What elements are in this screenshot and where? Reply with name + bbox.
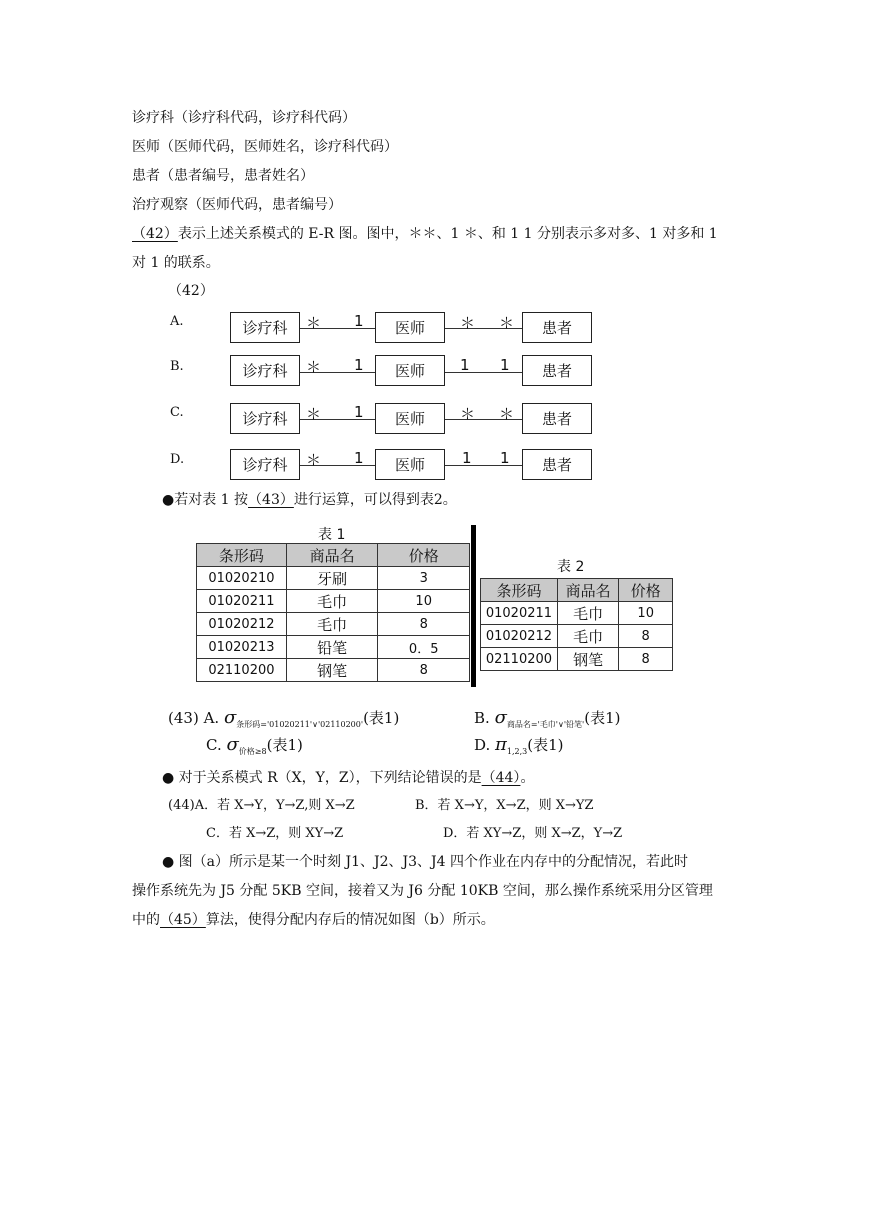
option-letter: B. xyxy=(170,359,184,374)
table1 xyxy=(196,543,470,682)
operator-subscript: 条形码='01020211'∨'02110200' xyxy=(236,720,364,729)
table-row xyxy=(197,659,470,682)
entity-doctor: 医师 xyxy=(375,355,445,386)
blank-43: （43） xyxy=(248,492,294,508)
table2-title: 表 2 xyxy=(557,559,585,575)
table-row xyxy=(197,613,470,636)
table1-title: 表 1 xyxy=(318,527,346,543)
table-cell: 02110200 xyxy=(197,659,287,682)
entity-patient: 患者 xyxy=(522,355,592,386)
table-row xyxy=(197,636,470,659)
column-header: 价格 xyxy=(619,579,673,602)
operator-subscript: 价格≥8 xyxy=(238,747,267,756)
option-letter: D. xyxy=(170,452,185,467)
option-43-b xyxy=(474,707,620,730)
table-cell: 毛巾 xyxy=(286,613,378,636)
cardinality-label: ＊ xyxy=(306,314,322,332)
column-header: 价格 xyxy=(378,544,470,567)
table-cell: 10 xyxy=(378,590,470,613)
operator-argument: (表1) xyxy=(363,709,400,727)
schema-line-dept: 诊疗科（诊疗科代码，诊疗科代码） xyxy=(132,110,356,126)
option-43-a xyxy=(168,707,399,730)
table-cell: 8 xyxy=(619,648,673,671)
option-44-d: D．若 XY→Z，则 X→Z，Y→Z xyxy=(443,826,623,841)
entity-doctor: 医师 xyxy=(375,403,445,434)
table-cell: 02110200 xyxy=(481,648,558,671)
table-cell: 3 xyxy=(378,567,470,590)
select-operator: σ xyxy=(494,707,507,728)
table-cell: 8 xyxy=(378,659,470,682)
cardinality-label: 1 xyxy=(354,449,364,467)
relationship-line xyxy=(445,372,522,373)
table-cell: 01020212 xyxy=(481,625,558,648)
question-42-text-cont: 对 1 的联系。 xyxy=(132,255,220,271)
question-43-label: (43) xyxy=(168,709,199,727)
table-cell: 钢笔 xyxy=(286,659,378,682)
table-cell: 0．5 xyxy=(378,636,470,659)
option-44-c: C．若 X→Z，则 XY→Z xyxy=(206,826,344,841)
option-letter: A. xyxy=(203,709,220,727)
entity-dept: 诊疗科 xyxy=(230,449,300,480)
blank-42: （42） xyxy=(132,226,178,242)
table-cell: 钢笔 xyxy=(557,648,619,671)
cardinality-label: 1 xyxy=(462,449,472,467)
question-45-text-end: 中的（45）算法，使得分配内存后的情况如图（b）所示。 xyxy=(132,912,495,928)
table-row xyxy=(481,625,673,648)
table2-header xyxy=(481,579,673,602)
cardinality-label: 1 xyxy=(460,356,470,374)
option-letter: C. xyxy=(206,736,222,754)
question-42-text: （42）表示上述关系模式的 E-R 图。图中，＊＊、1 ＊、和 1 1 分别表示多对多、1 对多和 1 xyxy=(132,226,718,242)
table-cell: 01020211 xyxy=(481,602,558,625)
table-cell: 牙刷 xyxy=(286,567,378,590)
relationship-line xyxy=(445,465,522,466)
table-row xyxy=(481,602,673,625)
table-cell: 毛巾 xyxy=(557,602,619,625)
bullet: ● xyxy=(162,492,175,508)
cardinality-label: ＊ xyxy=(306,405,322,423)
table2 xyxy=(480,578,673,671)
entity-dept: 诊疗科 xyxy=(230,355,300,386)
entity-patient: 患者 xyxy=(522,312,592,343)
cardinality-label: ＊ xyxy=(460,314,476,332)
blank-45: （45） xyxy=(160,912,206,928)
cardinality-label: 1 xyxy=(500,449,510,467)
option-letter: C. xyxy=(170,405,184,420)
operator-argument: (表1) xyxy=(527,736,564,754)
cardinality-label: 1 xyxy=(500,356,510,374)
operator-subscript: 1,2,3 xyxy=(506,747,528,756)
cardinality-label: 1 xyxy=(354,403,364,421)
table-cell: 01020212 xyxy=(197,613,287,636)
table-cell: 铅笔 xyxy=(286,636,378,659)
select-operator: σ xyxy=(226,734,239,755)
table1-header xyxy=(197,544,470,567)
select-operator: σ xyxy=(223,707,237,728)
table-cell: 毛巾 xyxy=(286,590,378,613)
schema-line-observation: 治疗观察（医师代码，患者编号） xyxy=(132,197,342,213)
bullet: ● xyxy=(162,770,175,786)
question-42-label: （42） xyxy=(168,283,214,299)
option-letter: A. xyxy=(170,314,184,329)
cardinality-label: 1 xyxy=(354,312,364,330)
cardinality-label: 1 xyxy=(354,356,364,374)
table-row xyxy=(197,590,470,613)
entity-doctor: 医师 xyxy=(375,449,445,480)
table-cell: 01020213 xyxy=(197,636,287,659)
column-header: 商品名 xyxy=(286,544,378,567)
column-header: 条形码 xyxy=(197,544,287,567)
project-operator: π xyxy=(495,734,507,755)
entity-dept: 诊疗科 xyxy=(230,312,300,343)
cardinality-label: ＊ xyxy=(499,405,515,423)
table-row xyxy=(481,648,673,671)
column-header: 商品名 xyxy=(557,579,619,602)
schema-line-doctor: 医师（医师代码，医师姓名，诊疗科代码） xyxy=(132,139,398,155)
question-44-label: (44) xyxy=(168,798,195,813)
table-cell: 01020211 xyxy=(197,590,287,613)
option-43-d xyxy=(474,734,564,756)
question-44-text: ● 对于关系模式 R（X，Y，Z），下列结论错误的是（44）。 xyxy=(162,770,535,786)
operator-argument: (表1) xyxy=(584,709,621,727)
question-45-text: ● 图（a）所示是某一个时刻 J1、J2、J3、J4 四个作业在内存中的分配情况，若此时 xyxy=(162,854,688,870)
question-45-text-cont: 操作系统先为 J5 分配 5KB 空间，接着又为 J6 分配 10KB 空间，那么操作系统采用分区管理 xyxy=(132,883,713,899)
entity-doctor: 医师 xyxy=(375,312,445,343)
operator-subscript: 商品名='毛巾'∨'铅笔' xyxy=(506,720,585,729)
option-44-b: B．若 X→Y，X→Z，则 X→YZ xyxy=(415,798,594,813)
table-cell: 毛巾 xyxy=(557,625,619,648)
question-43-text: ●若对表 1 按（43）进行运算，可以得到表2。 xyxy=(162,492,457,508)
table-cell: 01020210 xyxy=(197,567,287,590)
entity-dept: 诊疗科 xyxy=(230,403,300,434)
schema-line-patient: 患者（患者编号，患者姓名） xyxy=(132,168,314,184)
table-cell: 10 xyxy=(619,602,673,625)
entity-patient: 患者 xyxy=(522,403,592,434)
cardinality-label: ＊ xyxy=(306,358,322,376)
cardinality-label: ＊ xyxy=(460,405,476,423)
entity-patient: 患者 xyxy=(522,449,592,480)
option-44-a: (44)A．若 X→Y，Y→Z,则 X→Z xyxy=(168,798,355,813)
option-43-c xyxy=(206,734,303,757)
cardinality-label: ＊ xyxy=(499,314,515,332)
cardinality-label: ＊ xyxy=(306,451,322,469)
table-cell: 8 xyxy=(378,613,470,636)
column-header: 条形码 xyxy=(481,579,558,602)
option-letter: D. xyxy=(474,736,491,754)
table-cell: 8 xyxy=(619,625,673,648)
operator-argument: (表1) xyxy=(266,736,303,754)
option-letter: B. xyxy=(474,709,490,727)
table-divider-lower xyxy=(471,555,476,687)
blank-44: （44） xyxy=(481,770,521,786)
table-row xyxy=(197,567,470,590)
